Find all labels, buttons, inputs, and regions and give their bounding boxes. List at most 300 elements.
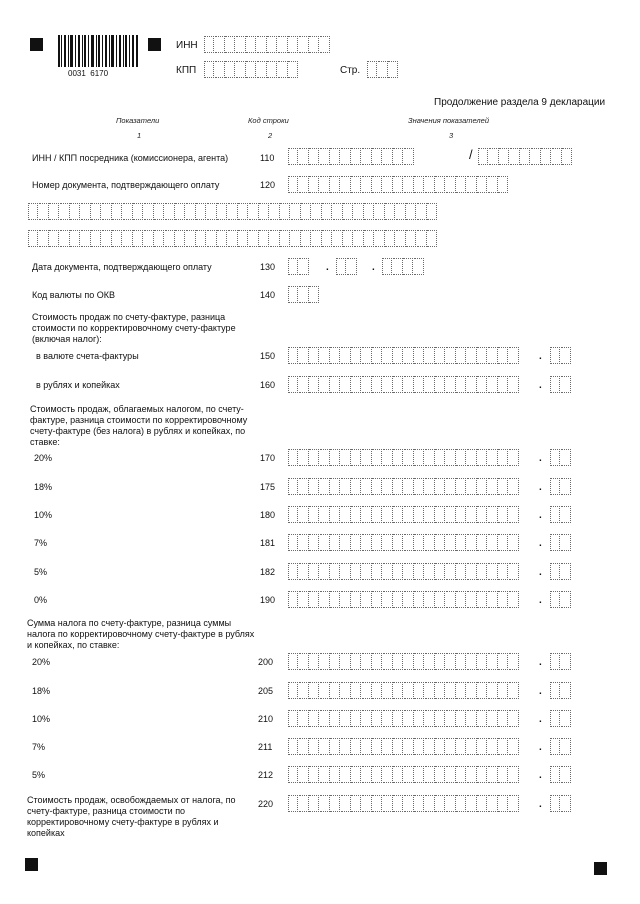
char-cell[interactable] — [383, 347, 393, 364]
char-cell[interactable] — [550, 653, 560, 670]
char-cell[interactable] — [165, 230, 175, 247]
char-cell[interactable] — [488, 563, 498, 580]
char-cell[interactable] — [28, 203, 38, 220]
char-cell[interactable] — [322, 203, 332, 220]
char-cell[interactable] — [288, 506, 298, 523]
char-cell[interactable] — [456, 795, 466, 812]
char-cell[interactable] — [249, 230, 259, 247]
char-cell[interactable] — [320, 795, 330, 812]
char-cell[interactable] — [288, 710, 298, 727]
char-cell[interactable] — [341, 148, 351, 165]
char-cell[interactable] — [299, 347, 309, 364]
char-cell[interactable] — [309, 286, 319, 303]
row-170-int-field[interactable] — [288, 449, 519, 467]
char-cell[interactable] — [299, 710, 309, 727]
char-cell[interactable] — [531, 148, 541, 165]
char-cell[interactable] — [404, 148, 414, 165]
char-cell[interactable] — [435, 710, 445, 727]
char-cell[interactable] — [477, 766, 487, 783]
char-cell[interactable] — [385, 203, 395, 220]
char-cell[interactable] — [372, 148, 382, 165]
char-cell[interactable] — [351, 738, 361, 755]
char-cell[interactable] — [39, 203, 49, 220]
char-cell[interactable] — [388, 61, 398, 78]
char-cell[interactable] — [351, 376, 361, 393]
char-cell[interactable] — [354, 230, 364, 247]
char-cell[interactable] — [414, 376, 424, 393]
char-cell[interactable] — [477, 478, 487, 495]
char-cell[interactable] — [236, 36, 246, 53]
char-cell[interactable] — [383, 653, 393, 670]
char-cell[interactable] — [477, 176, 487, 193]
char-cell[interactable] — [299, 258, 309, 275]
char-cell[interactable] — [488, 506, 498, 523]
row-190-frac-field[interactable] — [550, 591, 571, 609]
char-cell[interactable] — [341, 591, 351, 608]
char-cell[interactable] — [246, 61, 256, 78]
char-cell[interactable] — [372, 591, 382, 608]
row-220-int-field[interactable] — [288, 795, 519, 813]
char-cell[interactable] — [561, 478, 571, 495]
char-cell[interactable] — [456, 347, 466, 364]
char-cell[interactable] — [425, 478, 435, 495]
char-cell[interactable] — [372, 506, 382, 523]
char-cell[interactable] — [446, 710, 456, 727]
char-cell[interactable] — [446, 376, 456, 393]
char-cell[interactable] — [414, 795, 424, 812]
char-cell[interactable] — [404, 478, 414, 495]
char-cell[interactable] — [498, 795, 508, 812]
char-cell[interactable] — [320, 506, 330, 523]
char-cell[interactable] — [270, 230, 280, 247]
char-cell[interactable] — [351, 506, 361, 523]
char-cell[interactable] — [417, 230, 427, 247]
char-cell[interactable] — [330, 710, 340, 727]
char-cell[interactable] — [154, 203, 164, 220]
char-cell[interactable] — [489, 148, 499, 165]
char-cell[interactable] — [509, 682, 519, 699]
char-cell[interactable] — [427, 203, 437, 220]
char-cell[interactable] — [498, 591, 508, 608]
char-cell[interactable] — [288, 347, 298, 364]
char-cell[interactable] — [225, 61, 235, 78]
char-cell[interactable] — [362, 478, 372, 495]
char-cell[interactable] — [309, 766, 319, 783]
char-cell[interactable] — [383, 506, 393, 523]
char-cell[interactable] — [288, 738, 298, 755]
char-cell[interactable] — [435, 506, 445, 523]
char-cell[interactable] — [393, 347, 403, 364]
char-cell[interactable] — [498, 376, 508, 393]
char-cell[interactable] — [364, 203, 374, 220]
char-cell[interactable] — [498, 710, 508, 727]
char-cell[interactable] — [288, 286, 298, 303]
char-cell[interactable] — [393, 653, 403, 670]
char-cell[interactable] — [299, 286, 309, 303]
char-cell[interactable] — [404, 795, 414, 812]
char-cell[interactable] — [393, 738, 403, 755]
char-cell[interactable] — [404, 347, 414, 364]
char-cell[interactable] — [509, 738, 519, 755]
char-cell[interactable] — [362, 148, 372, 165]
kpp-field[interactable] — [204, 61, 299, 79]
char-cell[interactable] — [81, 203, 91, 220]
char-cell[interactable] — [309, 682, 319, 699]
row-205-int-field[interactable] — [288, 682, 519, 700]
char-cell[interactable] — [330, 148, 340, 165]
char-cell[interactable] — [330, 534, 340, 551]
char-cell[interactable] — [330, 449, 340, 466]
char-cell[interactable] — [403, 258, 413, 275]
char-cell[interactable] — [477, 376, 487, 393]
char-cell[interactable] — [175, 203, 185, 220]
char-cell[interactable] — [320, 449, 330, 466]
char-cell[interactable] — [299, 795, 309, 812]
char-cell[interactable] — [330, 766, 340, 783]
row-120-field-1[interactable] — [288, 176, 509, 194]
char-cell[interactable] — [467, 376, 477, 393]
char-cell[interactable] — [372, 766, 382, 783]
char-cell[interactable] — [477, 347, 487, 364]
char-cell[interactable] — [288, 795, 298, 812]
char-cell[interactable] — [446, 738, 456, 755]
row-175-frac-field[interactable] — [550, 478, 571, 496]
char-cell[interactable] — [520, 148, 530, 165]
char-cell[interactable] — [393, 478, 403, 495]
char-cell[interactable] — [383, 766, 393, 783]
char-cell[interactable] — [477, 506, 487, 523]
char-cell[interactable] — [299, 36, 309, 53]
char-cell[interactable] — [509, 591, 519, 608]
char-cell[interactable] — [425, 506, 435, 523]
char-cell[interactable] — [362, 682, 372, 699]
char-cell[interactable] — [383, 478, 393, 495]
char-cell[interactable] — [561, 682, 571, 699]
char-cell[interactable] — [330, 591, 340, 608]
char-cell[interactable] — [375, 203, 385, 220]
char-cell[interactable] — [435, 347, 445, 364]
char-cell[interactable] — [446, 653, 456, 670]
char-cell[interactable] — [383, 563, 393, 580]
char-cell[interactable] — [561, 449, 571, 466]
char-cell[interactable] — [301, 203, 311, 220]
char-cell[interactable] — [288, 36, 298, 53]
char-cell[interactable] — [435, 766, 445, 783]
char-cell[interactable] — [467, 347, 477, 364]
char-cell[interactable] — [341, 682, 351, 699]
char-cell[interactable] — [446, 506, 456, 523]
char-cell[interactable] — [299, 653, 309, 670]
char-cell[interactable] — [288, 534, 298, 551]
char-cell[interactable] — [341, 534, 351, 551]
char-cell[interactable] — [351, 563, 361, 580]
char-cell[interactable] — [372, 795, 382, 812]
char-cell[interactable] — [299, 591, 309, 608]
char-cell[interactable] — [425, 682, 435, 699]
char-cell[interactable] — [404, 449, 414, 466]
char-cell[interactable] — [280, 230, 290, 247]
char-cell[interactable] — [351, 795, 361, 812]
char-cell[interactable] — [144, 203, 154, 220]
char-cell[interactable] — [425, 376, 435, 393]
char-cell[interactable] — [341, 449, 351, 466]
char-cell[interactable] — [425, 766, 435, 783]
char-cell[interactable] — [561, 347, 571, 364]
char-cell[interactable] — [320, 738, 330, 755]
char-cell[interactable] — [404, 738, 414, 755]
char-cell[interactable] — [299, 148, 309, 165]
char-cell[interactable] — [309, 534, 319, 551]
char-cell[interactable] — [112, 230, 122, 247]
char-cell[interactable] — [446, 766, 456, 783]
char-cell[interactable] — [39, 230, 49, 247]
row-211-frac-field[interactable] — [550, 738, 571, 756]
row-210-int-field[interactable] — [288, 710, 519, 728]
char-cell[interactable] — [217, 203, 227, 220]
char-cell[interactable] — [414, 347, 424, 364]
char-cell[interactable] — [378, 61, 388, 78]
char-cell[interactable] — [446, 682, 456, 699]
char-cell[interactable] — [341, 766, 351, 783]
char-cell[interactable] — [414, 563, 424, 580]
char-cell[interactable] — [351, 766, 361, 783]
char-cell[interactable] — [561, 506, 571, 523]
char-cell[interactable] — [375, 230, 385, 247]
char-cell[interactable] — [414, 478, 424, 495]
char-cell[interactable] — [165, 203, 175, 220]
char-cell[interactable] — [372, 653, 382, 670]
char-cell[interactable] — [288, 682, 298, 699]
char-cell[interactable] — [70, 230, 80, 247]
char-cell[interactable] — [488, 591, 498, 608]
row-140-field[interactable] — [288, 286, 320, 304]
char-cell[interactable] — [351, 148, 361, 165]
char-cell[interactable] — [288, 376, 298, 393]
row-200-int-field[interactable] — [288, 653, 519, 671]
char-cell[interactable] — [456, 591, 466, 608]
char-cell[interactable] — [299, 738, 309, 755]
char-cell[interactable] — [488, 738, 498, 755]
char-cell[interactable] — [404, 682, 414, 699]
char-cell[interactable] — [49, 230, 59, 247]
char-cell[interactable] — [456, 710, 466, 727]
char-cell[interactable] — [351, 653, 361, 670]
char-cell[interactable] — [393, 376, 403, 393]
char-cell[interactable] — [488, 176, 498, 193]
char-cell[interactable] — [456, 376, 466, 393]
char-cell[interactable] — [488, 347, 498, 364]
char-cell[interactable] — [362, 795, 372, 812]
char-cell[interactable] — [509, 653, 519, 670]
char-cell[interactable] — [477, 710, 487, 727]
char-cell[interactable] — [550, 376, 560, 393]
char-cell[interactable] — [372, 534, 382, 551]
char-cell[interactable] — [393, 766, 403, 783]
char-cell[interactable] — [477, 449, 487, 466]
char-cell[interactable] — [456, 478, 466, 495]
char-cell[interactable] — [372, 376, 382, 393]
char-cell[interactable] — [509, 347, 519, 364]
char-cell[interactable] — [91, 203, 101, 220]
char-cell[interactable] — [372, 478, 382, 495]
row-181-int-field[interactable] — [288, 534, 519, 552]
char-cell[interactable] — [299, 176, 309, 193]
char-cell[interactable] — [393, 710, 403, 727]
char-cell[interactable] — [288, 258, 298, 275]
char-cell[interactable] — [393, 506, 403, 523]
char-cell[interactable] — [550, 347, 560, 364]
char-cell[interactable] — [393, 449, 403, 466]
char-cell[interactable] — [288, 148, 298, 165]
row-190-int-field[interactable] — [288, 591, 519, 609]
char-cell[interactable] — [435, 738, 445, 755]
char-cell[interactable] — [341, 506, 351, 523]
char-cell[interactable] — [561, 738, 571, 755]
char-cell[interactable] — [414, 449, 424, 466]
char-cell[interactable] — [249, 203, 259, 220]
char-cell[interactable] — [393, 795, 403, 812]
char-cell[interactable] — [362, 710, 372, 727]
char-cell[interactable] — [238, 203, 248, 220]
char-cell[interactable] — [259, 203, 269, 220]
char-cell[interactable] — [351, 534, 361, 551]
char-cell[interactable] — [435, 478, 445, 495]
char-cell[interactable] — [320, 682, 330, 699]
char-cell[interactable] — [488, 653, 498, 670]
char-cell[interactable] — [238, 230, 248, 247]
char-cell[interactable] — [509, 478, 519, 495]
char-cell[interactable] — [330, 653, 340, 670]
row-110-kpp-field[interactable] — [478, 148, 573, 166]
char-cell[interactable] — [351, 591, 361, 608]
char-cell[interactable] — [435, 176, 445, 193]
row-182-frac-field[interactable] — [550, 563, 571, 581]
char-cell[interactable] — [309, 506, 319, 523]
char-cell[interactable] — [498, 682, 508, 699]
char-cell[interactable] — [414, 591, 424, 608]
char-cell[interactable] — [347, 258, 357, 275]
char-cell[interactable] — [309, 653, 319, 670]
char-cell[interactable] — [299, 449, 309, 466]
char-cell[interactable] — [393, 534, 403, 551]
char-cell[interactable] — [477, 591, 487, 608]
char-cell[interactable] — [425, 176, 435, 193]
char-cell[interactable] — [362, 766, 372, 783]
char-cell[interactable] — [228, 230, 238, 247]
char-cell[interactable] — [498, 653, 508, 670]
char-cell[interactable] — [414, 258, 424, 275]
char-cell[interactable] — [267, 61, 277, 78]
char-cell[interactable] — [330, 506, 340, 523]
char-cell[interactable] — [299, 506, 309, 523]
char-cell[interactable] — [550, 478, 560, 495]
char-cell[interactable] — [435, 653, 445, 670]
char-cell[interactable] — [60, 230, 70, 247]
char-cell[interactable] — [509, 710, 519, 727]
char-cell[interactable] — [336, 258, 346, 275]
row-210-frac-field[interactable] — [550, 710, 571, 728]
char-cell[interactable] — [341, 478, 351, 495]
char-cell[interactable] — [320, 591, 330, 608]
char-cell[interactable] — [309, 449, 319, 466]
char-cell[interactable] — [28, 230, 38, 247]
char-cell[interactable] — [123, 230, 133, 247]
char-cell[interactable] — [291, 203, 301, 220]
char-cell[interactable] — [372, 347, 382, 364]
char-cell[interactable] — [383, 376, 393, 393]
char-cell[interactable] — [341, 347, 351, 364]
char-cell[interactable] — [383, 682, 393, 699]
char-cell[interactable] — [383, 795, 393, 812]
char-cell[interactable] — [259, 230, 269, 247]
char-cell[interactable] — [488, 449, 498, 466]
char-cell[interactable] — [309, 738, 319, 755]
char-cell[interactable] — [393, 148, 403, 165]
char-cell[interactable] — [509, 376, 519, 393]
char-cell[interactable] — [362, 738, 372, 755]
char-cell[interactable] — [309, 36, 319, 53]
char-cell[interactable] — [320, 36, 330, 53]
char-cell[interactable] — [320, 148, 330, 165]
char-cell[interactable] — [509, 563, 519, 580]
char-cell[interactable] — [288, 653, 298, 670]
char-cell[interactable] — [467, 738, 477, 755]
char-cell[interactable] — [351, 710, 361, 727]
char-cell[interactable] — [278, 61, 288, 78]
char-cell[interactable] — [498, 766, 508, 783]
char-cell[interactable] — [509, 506, 519, 523]
char-cell[interactable] — [396, 230, 406, 247]
char-cell[interactable] — [351, 478, 361, 495]
char-cell[interactable] — [312, 203, 322, 220]
char-cell[interactable] — [320, 563, 330, 580]
char-cell[interactable] — [477, 738, 487, 755]
char-cell[interactable] — [488, 682, 498, 699]
char-cell[interactable] — [341, 738, 351, 755]
char-cell[interactable] — [288, 176, 298, 193]
char-cell[interactable] — [488, 710, 498, 727]
char-cell[interactable] — [456, 506, 466, 523]
char-cell[interactable] — [320, 766, 330, 783]
char-cell[interactable] — [330, 682, 340, 699]
char-cell[interactable] — [498, 449, 508, 466]
char-cell[interactable] — [404, 506, 414, 523]
char-cell[interactable] — [509, 766, 519, 783]
char-cell[interactable] — [467, 653, 477, 670]
char-cell[interactable] — [330, 738, 340, 755]
char-cell[interactable] — [362, 591, 372, 608]
char-cell[interactable] — [550, 682, 560, 699]
char-cell[interactable] — [257, 36, 267, 53]
char-cell[interactable] — [435, 563, 445, 580]
char-cell[interactable] — [456, 766, 466, 783]
char-cell[interactable] — [236, 61, 246, 78]
char-cell[interactable] — [341, 710, 351, 727]
char-cell[interactable] — [341, 376, 351, 393]
char-cell[interactable] — [467, 449, 477, 466]
char-cell[interactable] — [362, 449, 372, 466]
char-cell[interactable] — [550, 449, 560, 466]
char-cell[interactable] — [309, 148, 319, 165]
char-cell[interactable] — [383, 591, 393, 608]
row-175-int-field[interactable] — [288, 478, 519, 496]
char-cell[interactable] — [561, 653, 571, 670]
char-cell[interactable] — [341, 176, 351, 193]
char-cell[interactable] — [456, 653, 466, 670]
char-cell[interactable] — [330, 563, 340, 580]
char-cell[interactable] — [414, 738, 424, 755]
char-cell[interactable] — [246, 36, 256, 53]
